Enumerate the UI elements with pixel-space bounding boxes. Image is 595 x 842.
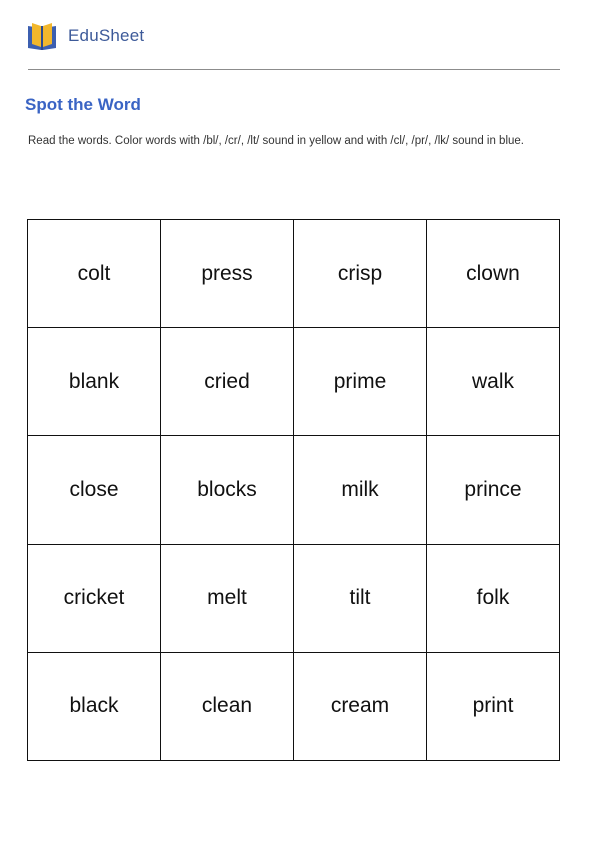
word-cell: clown: [427, 220, 560, 328]
brand-name: EduSheet: [68, 26, 145, 45]
grid-row: [28, 544, 560, 652]
word-cell: colt: [28, 220, 161, 328]
word-cell: prime: [294, 328, 427, 436]
word-cell: black: [28, 652, 161, 760]
header-divider: [28, 69, 560, 70]
word-cell: clean: [161, 652, 294, 760]
word-cell: walk: [427, 328, 560, 436]
word-cell: cried: [161, 328, 294, 436]
header: [26, 20, 144, 52]
grid-row: [28, 436, 560, 544]
word-cell: press: [161, 220, 294, 328]
word-cell: folk: [427, 544, 560, 652]
grid-row: [28, 220, 560, 328]
word-cell: close: [28, 436, 161, 544]
word-cell: crisp: [294, 220, 427, 328]
word-cell: prince: [427, 436, 560, 544]
word-cell: cream: [294, 652, 427, 760]
word-grid: [27, 219, 560, 761]
grid-row: [28, 328, 560, 436]
word-cell: blank: [28, 328, 161, 436]
grid-row: [28, 652, 560, 760]
word-cell: cricket: [28, 544, 161, 652]
word-cell: print: [427, 652, 560, 760]
open-book-icon: [26, 21, 58, 51]
word-cell: melt: [161, 544, 294, 652]
word-cell: blocks: [161, 436, 294, 544]
word-cell: tilt: [294, 544, 427, 652]
word-cell: milk: [294, 436, 427, 544]
worksheet-title: Spot the Word: [25, 95, 141, 114]
worksheet-instructions: Read the words. Color words with /bl/, /cr/, /lt/ sound in yellow and with /cl/, /pr/, /lk/ sound in blue.: [28, 135, 524, 147]
